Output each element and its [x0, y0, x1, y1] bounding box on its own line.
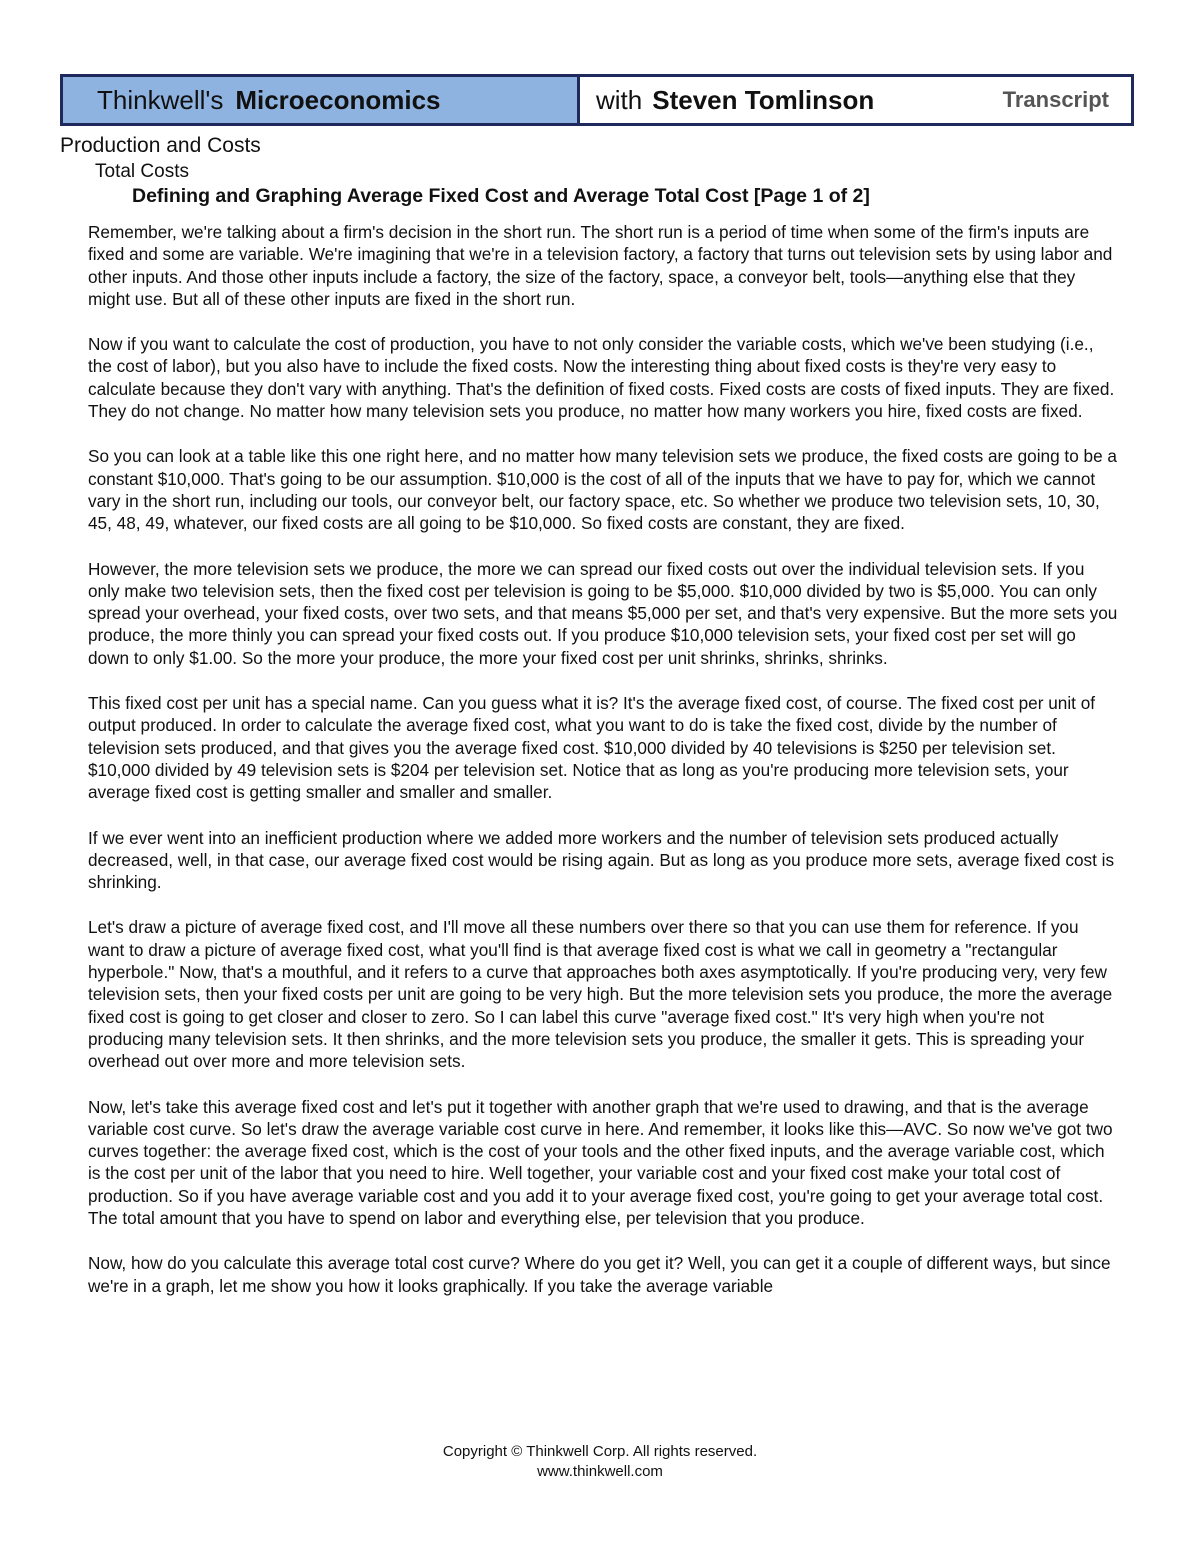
instructor-banner — [580, 77, 1131, 123]
transcript-body — [88, 221, 1118, 1320]
page-footer — [0, 1442, 1200, 1482]
website-url: www.thinkwell.com — [537, 1463, 663, 1480]
paragraph: However, the more television sets we produce, the more we can spread our fixed costs out over the individual television sets. If you only make two television sets, then the fixed cost per television is going to be $5,000. $10,000 divided by two is $5,000. You can only spread your overhead, your fixed costs, over two sets, and that means $5,000 per set, and that's very expensive. But the more sets you produce, the more thinly you can spread your fixed costs out. If you produce $10,000 television sets, your fixed cost per set will go down to only $1.00. So the more your produce, the more your fixed cost per unit shrinks, shrinks, shrinks. — [88, 558, 1118, 668]
paragraph: So you can look at a table like this one right here, and no matter how many television sets we produce, the fixed costs are going to be a constant $10,000. That's going to be our assumption. $10,000 is the cost of all of the inputs that we have to pay for, which we cannot vary in the short run, including our tools, our conveyor belt, our factory space, etc. So whether we produce two television sets, 10, 30, 45, 48, 49, whatever, our fixed costs are all going to be $10,000. So fixed costs are constant, they are fixed. — [88, 446, 1117, 534]
with-label: with — [596, 84, 643, 115]
topic-heading: Production and Costs — [60, 134, 261, 157]
instructor-name: Steven Tomlinson — [652, 84, 875, 115]
paragraph: Now, let's take this average fixed cost and let's put it together with another graph that we're used to drawing, and that is the average variable cost curve. So let's draw the average variable cost curve in here. And remember, it looks like this—AVC. So now we've got two curves together: the average fixed cost, which is the cost of your tools and the other fixed inputs, and the average variable cost, which is the cost per unit of the labor that you need to hire. Well together, your variable cost and your fixed cost make your total cost of production. So if you have average variable cost and you add it to your average fixed cost, you're going to get your average total cost. The total amount that you have to spend on labor and everything else, per television that you produce. — [88, 1096, 1113, 1228]
header-banner — [60, 74, 1134, 126]
course-name: Microeconomics — [235, 84, 441, 115]
subtopic-heading: Total Costs — [95, 161, 189, 182]
page-title: Defining and Graphing Average Fixed Cost and Average Total Cost [Page 1 of 2] — [132, 185, 870, 207]
paragraph: Remember, we're talking about a firm's decision in the short run. The short run is a period of time when some of the firm's inputs are fixed and some are variable. We're imagining that we're in a television factory, a factory that turns out television sets by using labor and other inputs. And those other inputs include a factory, the size of the factory, space, a conveyor belt, tools—anything else that they might use. But all of these other inputs are fixed in the short run. — [88, 222, 1113, 309]
course-banner — [63, 77, 580, 123]
paragraph: Let's draw a picture of average fixed cost, and I'll move all these numbers over there so that you can use them for reference. If you want to draw a picture of average fixed cost, what you'll find is that average fixed cost is what we call in geometry a "rectangular hyperbole." Now, that's a mouthful, and it refers to a curve that approaches both axes asymptotically. If you're producing very, very few television sets, then your fixed costs per unit are going to be very high. But the more television sets you produce, the more the average fixed cost is going to get closer and closer to zero. So I can label this curve "average fixed cost." It's very high when you're not producing many television sets. It then shrinks, and the more television sets you produce, the smaller it gets. This is spreading your overhead out over more and more television sets. — [88, 917, 1113, 1072]
brand-name: Thinkwell's — [97, 84, 224, 115]
paragraph: If we ever went into an inefficient production where we added more workers and the number of television sets produced actually decreased, well, in that case, our average fixed cost would be rising again. But as long as you produce more sets, average fixed cost is shrinking. — [88, 827, 1115, 893]
paragraph: This fixed cost per unit has a special name. Can you guess what it is? It's the average fixed cost, of course. The fixed cost per unit of output produced. In order to calculate the average fixed cost, what you want to do is take the fixed cost, divide by the number of television sets produced, and that gives you the average fixed cost. $10,000 divided by 40 televisions is $250 per television set. $10,000 divided by 49 television sets is $204 per television set. Notice that as long as you're producing more television sets, your average fixed cost is getting smaller and smaller and smaller. — [88, 693, 1096, 803]
paragraph: Now if you want to calculate the cost of production, you have to not only consider the variable costs, which we've been studying (i.e., the cost of labor), but you also have to include the fixed costs. Now the interesting thing about fixed costs is they're very easy to calculate because they don't vary with anything. That's the definition of fixed costs. Fixed costs are costs of fixed inputs. They are fixed. They do not change. No matter how many television sets you produce, no matter how many workers you hire, fixed costs are fixed. — [88, 334, 1115, 422]
doc-type-label: Transcript — [1002, 87, 1109, 112]
paragraph: Now, how do you calculate this average total cost curve? Where do you get it? Well, you can get it a couple of different ways, but since we're in a graph, let me show you how it looks graphically. If you take the average variable — [88, 1253, 1111, 1296]
copyright-notice: Copyright © Thinkwell Corp. All rights reserved. — [442, 1443, 758, 1460]
